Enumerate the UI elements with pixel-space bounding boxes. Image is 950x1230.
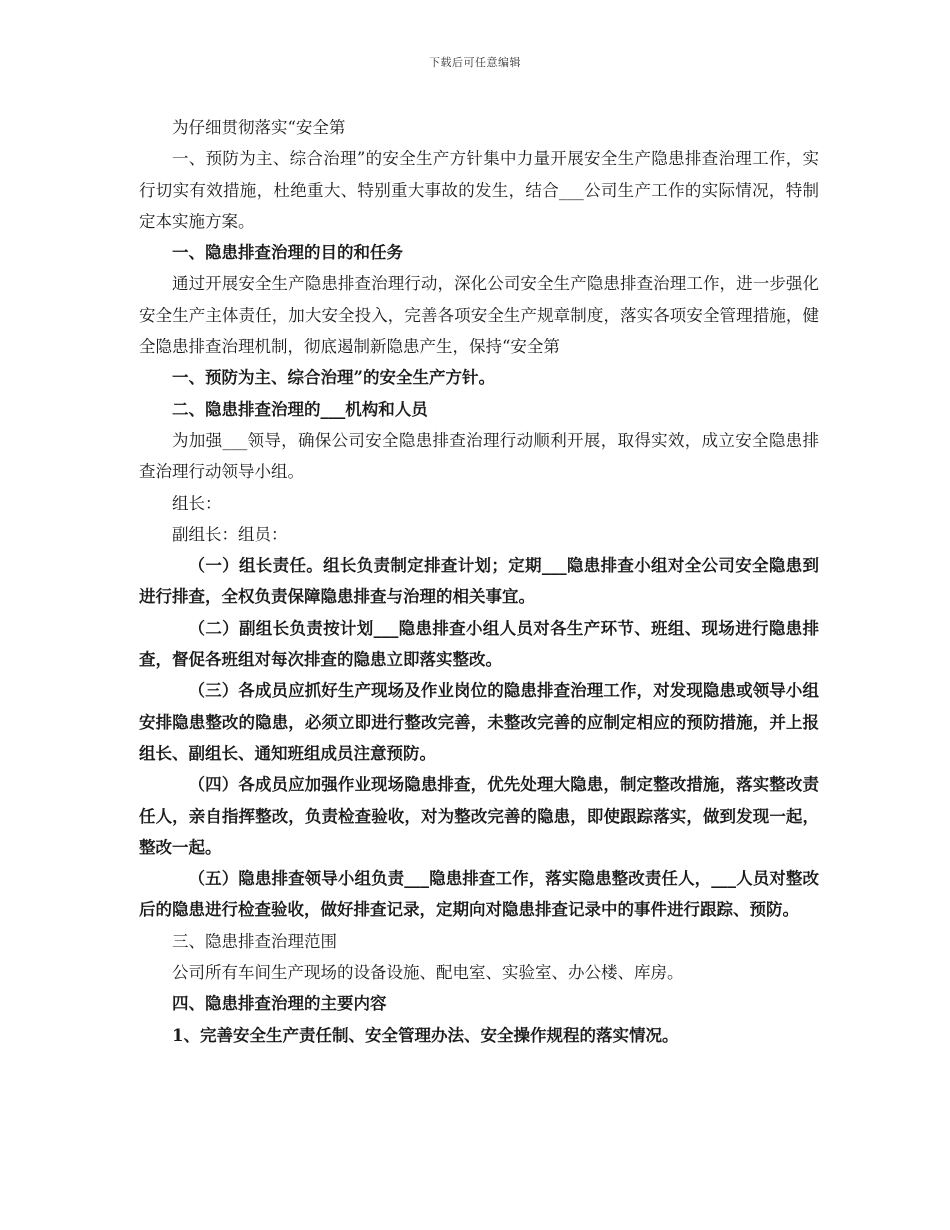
duty-item-4: （四）各成员应加强作业现场隐患排查，优先处理大隐患，制定整改措施，落实整改责任人，亲自指挥整改，负责检查验收，对为整改完善的隐患，即使跟踪落实，做到发现一起，整改一起。 xyxy=(139,775,819,857)
content-item-1: 1、完善安全生产责任制、安全管理办法、安全操作规程的落实情况。 xyxy=(172,1025,679,1045)
paragraph-purpose-policy: 一、预防为主、综合治理”的安全生产方针。 xyxy=(172,368,495,388)
paragraph-intro-continued: 一、预防为主、综合治理”的安全生产方针集中力量开展安全生产隐患排查治理工作，实行切实有效措施，杜绝重大、特别重大事故的发生，结合___公司生产工作的实际情况，特制定本实施方案。 xyxy=(139,149,819,231)
section-heading-2: 二、隐患排查治理的___机构和人员 xyxy=(172,399,428,419)
duty-item-2: （二）副组长负责按计划___隐患排查小组人员对各生产环节、班组、现场进行隐患排查，督促各班组对每次排查的隐患立即落实整改。 xyxy=(139,618,819,670)
paragraph-purpose: 通过开展安全生产隐患排查治理行动，深化公司安全生产隐患排查治理工作，进一步强化安全生产主体责任，加大安全投入，完善各项安全生产规章制度，落实各项安全管理措施，健全隐患排查治理机制，彻底遏制新隐患产生，保持“安全第 xyxy=(139,274,819,357)
paragraph-team-members: 副组长：组员： xyxy=(172,524,288,544)
section-heading-3: 三、隐患排查治理范围 xyxy=(172,931,337,951)
section-heading-4: 四、隐患排查治理的主要内容 xyxy=(172,994,387,1014)
paragraph-leadership: 为加强___领导，确保公司安全隐患排查治理行动顺利开展，取得实效，成立安全隐患排查治理行动领导小组。 xyxy=(139,430,819,482)
duty-item-5: （五）隐患排查领导小组负责___隐患排查工作，落实隐患整改责任人，___人员对整改后的隐患进行检查验收，做好排查记录，定期向对隐患排查记录中的事件进行跟踪、预防。 xyxy=(139,869,819,920)
page-header: 下载后可任意编辑 xyxy=(429,56,521,69)
paragraph-team-leader: 组长： xyxy=(172,493,222,513)
paragraph-intro: 为仔细贯彻落实“安全第 xyxy=(172,118,346,137)
section-heading-1: 一、隐患排查治理的目的和任务 xyxy=(172,243,403,263)
duty-item-3: （三）各成员应抓好生产现场及作业岗位的隐患排查治理工作，对发现隐患或领导小组安排隐患整改的隐患，必须立即进行整改完善，未整改完善的应制定相应的预防措施，并上报组长、副组长、通知班组成员注意预防。 xyxy=(139,681,819,763)
document-body xyxy=(139,112,819,1051)
duty-item-1: （一）组长责任。组长负责制定排查计划；定期___隐患排查小组对全公司安全隐患到进行排查，全权负责保障隐患排查与治理的相关事宜。 xyxy=(139,556,819,607)
paragraph-scope: 公司所有车间生产现场的设备设施、配电室、实验室、办公楼、库房。 xyxy=(172,963,684,983)
